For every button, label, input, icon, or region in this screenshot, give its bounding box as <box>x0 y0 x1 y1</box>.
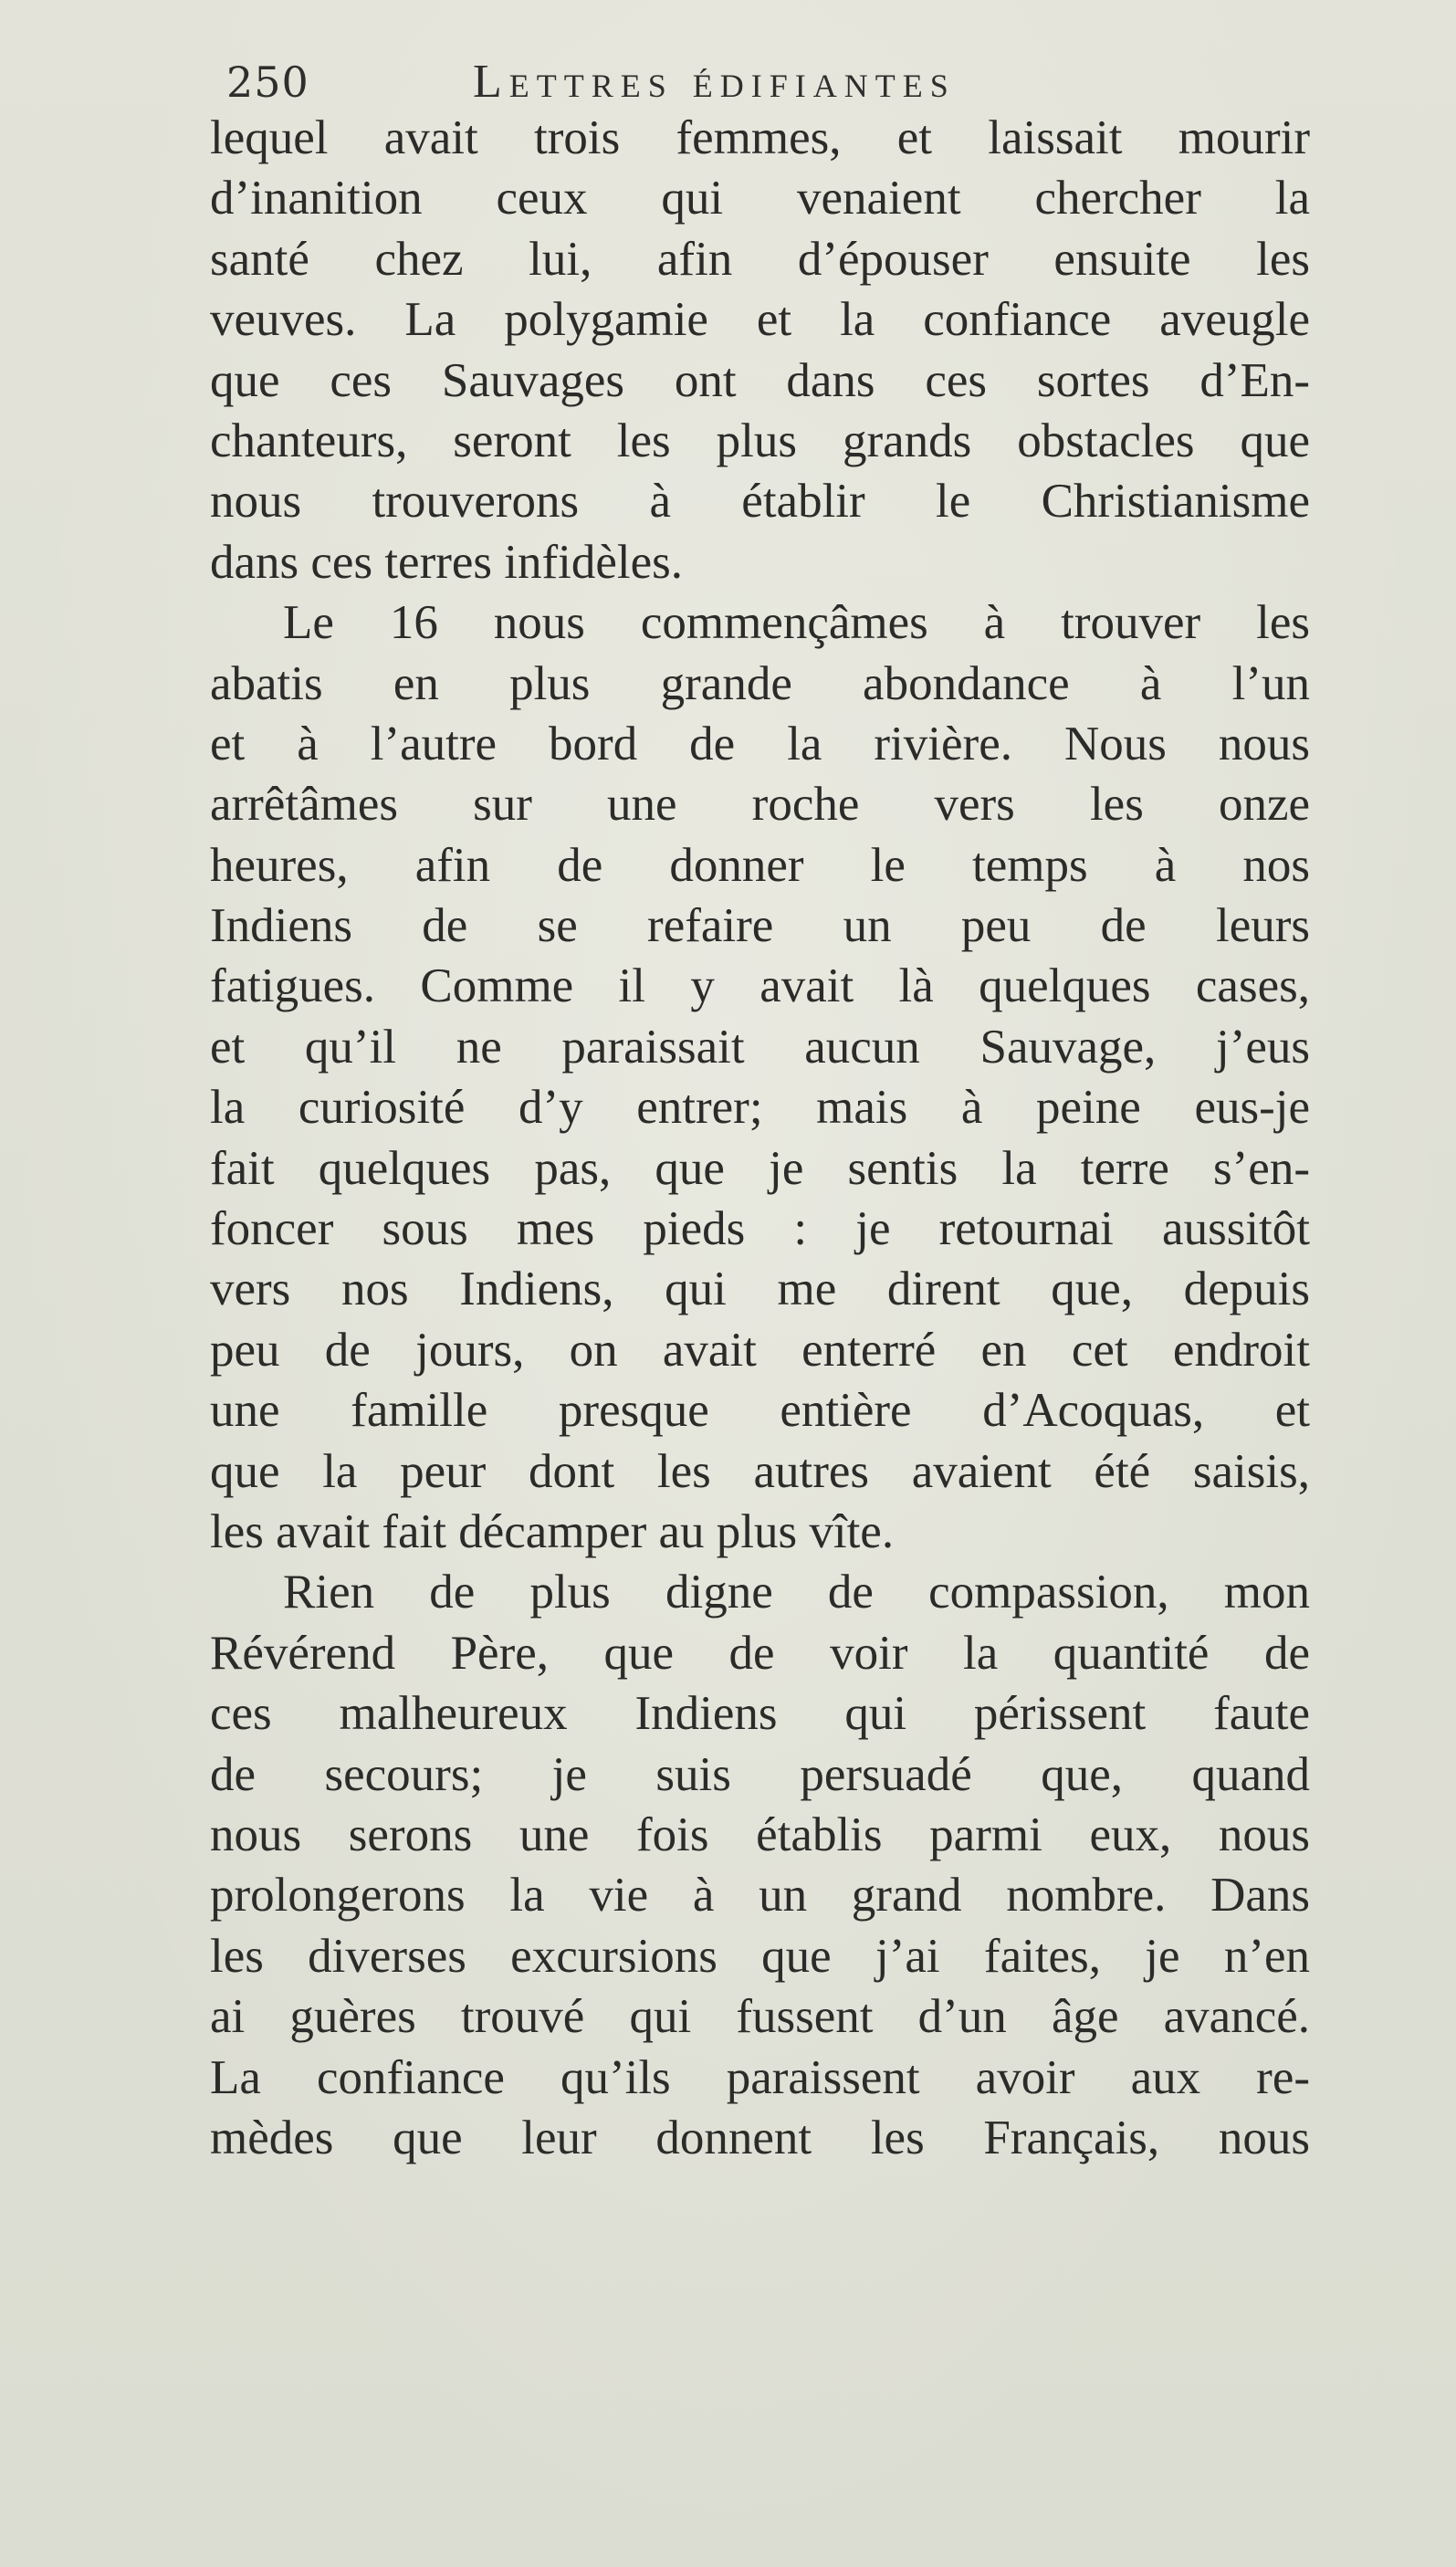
text-line: nous serons une fois établis parmi eux, nous <box>210 1807 1310 1861</box>
text-line: les diverses excursions que j’ai faites, je n’en <box>210 1929 1310 1983</box>
text-line: de secours; je suis persuadé que, quand <box>210 1747 1310 1801</box>
body-text <box>210 108 1310 2168</box>
text-line: une famille presque entière d’Acoquas, et <box>210 1384 1310 1438</box>
text-line: mèdes que leur donnent les Français, nous <box>210 2111 1310 2164</box>
text-line: Indiens de se refaire un peu de leurs <box>210 899 1310 953</box>
paragraph-start-line: Le 16 nous commençâmes à trouver les <box>283 596 1310 650</box>
text-line: nous trouverons à établir le Christianisme <box>210 475 1310 529</box>
text-line: La confiance qu’ils paraissent avoir aux re- <box>210 2050 1310 2104</box>
text-line: abatis en plus grande abondance à l’un <box>210 656 1310 710</box>
text-line: vers nos Indiens, qui me dirent que, depuis <box>210 1263 1310 1316</box>
text-line: que ces Sauvages ont dans ces sortes d’En- <box>210 353 1310 407</box>
running-title: Lettres édifiantes <box>473 56 956 108</box>
text-line: et à l’autre bord de la rivière. Nous nous <box>210 717 1310 770</box>
text-line: dans ces terres infidèles. <box>210 535 684 589</box>
text-line: la curiosité d’y entrer; mais à peine eus-je <box>210 1081 1310 1135</box>
text-line: et qu’il ne paraissait aucun Sauvage, j’eus <box>210 1020 1310 1074</box>
text-line: ai guères trouvé qui fussent d’un âge avancé. <box>210 1990 1310 2044</box>
text-line: arrêtâmes sur une roche vers les onze <box>210 778 1310 832</box>
text-line: foncer sous mes pieds : je retournai aussitôt <box>210 1202 1310 1256</box>
text-line: fatigues. Comme il y avait là quelques cases, <box>210 959 1310 1013</box>
text-line: Révérend Père, que de voir la quantité de <box>210 1626 1310 1680</box>
text-line: les avait fait décamper au plus vîte. <box>210 1504 895 1558</box>
text-line: heures, afin de donner le temps à nos <box>210 838 1310 892</box>
text-line: d’inanition ceux qui venaient chercher la <box>210 172 1310 225</box>
text-line: veuves. La polygamie et la confiance aveugle <box>210 293 1310 347</box>
page-number: 250 <box>226 58 309 107</box>
text-line: lequel avait trois femmes, et laissait mourir <box>210 111 1310 164</box>
text-line: prolongerons la vie à un grand nombre. Dans <box>210 1869 1310 1923</box>
text-line: peu de jours, on avait enterré en cet endroit <box>210 1323 1310 1377</box>
paragraph-start-line: Rien de plus digne de compassion, mon <box>283 1566 1310 1619</box>
text-line: que la peur dont les autres avaient été saisis, <box>210 1444 1310 1498</box>
text-line: santé chez lui, afin d’épouser ensuite les <box>210 232 1310 286</box>
page-header <box>226 57 1313 111</box>
text-line: fait quelques pas, que je sentis la terre s’en- <box>210 1141 1310 1195</box>
text-line: chanteurs, seront les plus grands obstacles que <box>210 414 1310 467</box>
text-line: ces malheureux Indiens qui périssent faute <box>210 1687 1310 1741</box>
